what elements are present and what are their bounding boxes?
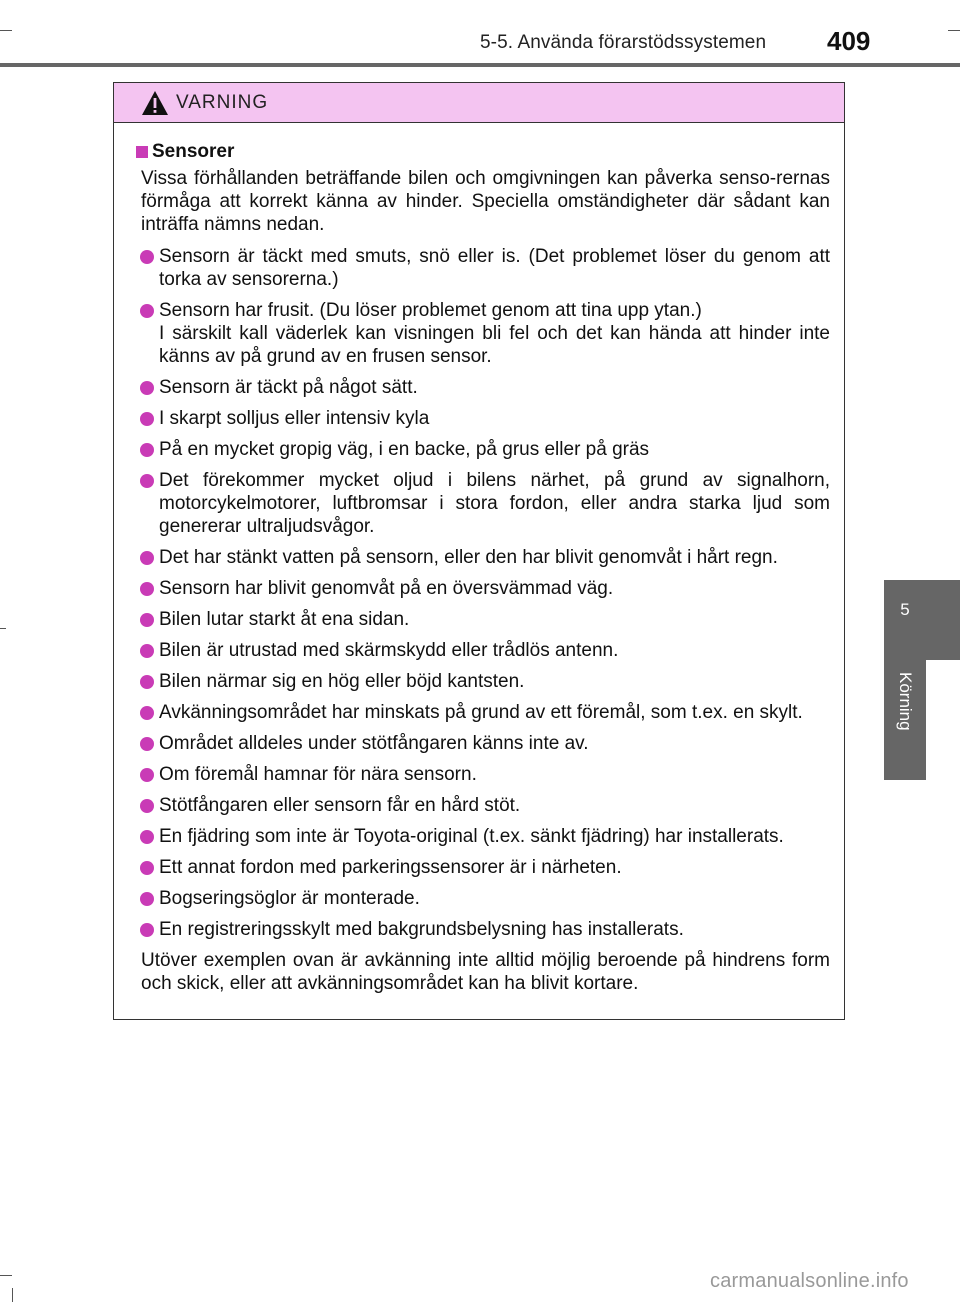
list-item-text: Bilen närmar sig en hög eller böjd kantsten.: [159, 671, 525, 692]
bullet-dot-icon: [140, 706, 154, 720]
list-item-text: Bilen är utrustad med skärmskydd eller trådlös antenn.: [159, 640, 619, 661]
list-item-text: En fjädring som inte är Toyota-original (t.ex. sänkt fjädring) har installerats.: [159, 826, 784, 847]
bullet-dot-icon: [140, 768, 154, 782]
list-item: [136, 245, 830, 291]
list-item-text: I särskilt kall väderlek kan visningen bli fel och det kan hända att hinder inte känns av på grund av en frusen sensor.: [159, 323, 830, 367]
warning-triangle-icon: [140, 89, 170, 117]
section-title: 5-5. Använda förarstödssystemen: [480, 32, 767, 53]
list-item: [136, 856, 830, 879]
warning-header: [114, 83, 844, 123]
list-item: [136, 701, 830, 724]
square-bullet-icon: [136, 146, 148, 158]
list-item-text: Området alldeles under stötfångaren känns inte av.: [159, 733, 589, 754]
crop-mark: [0, 628, 6, 629]
list-item: [136, 608, 830, 631]
chapter-number: 5: [900, 600, 910, 619]
crop-mark: [948, 30, 960, 31]
bullet-dot-icon: [140, 737, 154, 751]
list-item: [136, 887, 830, 910]
bullet-dot-icon: [140, 861, 154, 875]
list-item-text: Bilen lutar starkt åt ena sidan.: [159, 609, 410, 630]
crop-mark: [0, 30, 12, 31]
list-item-text: Ett annat fordon med parkeringssensorer är i närheten.: [159, 857, 622, 878]
list-item: [136, 438, 830, 461]
list-item: [136, 469, 830, 538]
crop-mark: [0, 1275, 12, 1276]
chapter-label: Körning: [896, 672, 915, 731]
list-item: [136, 639, 830, 662]
list-item: [136, 407, 830, 430]
list-item: [136, 794, 830, 817]
page-number: 409: [827, 26, 871, 56]
list-item-text: Sensorn har frusit. (Du löser problemet genom att tina upp ytan.): [159, 300, 702, 321]
closing-paragraph: Utöver exemplen ovan är avkänning inte alltid möjlig beroende på hindrens form och skick, eller att avkänningsområdet kan ha blivit kortare.: [141, 950, 830, 994]
bullet-dot-icon: [140, 250, 154, 264]
list-item-text: Om föremål hamnar för nära sensorn.: [159, 764, 477, 785]
warning-title: VARNING: [176, 91, 269, 113]
list-item: [136, 763, 830, 786]
list-item-text: Det förekommer mycket oljud i bilens närhet, på grund av signalhorn, motorcykelmotorer, luftbromsar i stora fordon, eller andra starka ljud som genererar ultraljudsvågor.: [159, 470, 830, 537]
list-item-text: En registreringsskylt med bakgrundsbelysning has installerats.: [159, 919, 684, 940]
list-item-text: I skarpt solljus eller intensiv kyla: [159, 408, 430, 429]
bullet-dot-icon: [140, 582, 154, 596]
bullet-dot-icon: [140, 644, 154, 658]
crop-mark: [12, 1288, 13, 1302]
intro-paragraph: Vissa förhållanden beträffande bilen och omgivningen kan påverka senso-rernas förmåga att korrekt känna av hinder. Speciella omständigheter där sådant kan inträffa nämns nedan.: [141, 168, 830, 235]
header-rule: [0, 63, 960, 67]
list-item: [136, 825, 830, 848]
list-item-text: Stötfångaren eller sensorn får en hård stöt.: [159, 795, 521, 816]
list-item: [136, 732, 830, 755]
bullet-dot-icon: [140, 551, 154, 565]
watermark: carmanualsonline.info: [710, 1270, 909, 1292]
list-item-text: Det har stänkt vatten på sensorn, eller den har blivit genomvåt i hårt regn.: [159, 547, 778, 568]
list-item-text: Sensorn är täckt med smuts, snö eller is. (Det problemet löser du genom att torka av sensorerna.): [159, 246, 830, 290]
list-item-text: Sensorn är täckt på något sätt.: [159, 377, 418, 398]
list-item-text: Bogseringsöglor är monterade.: [159, 888, 420, 909]
bullet-dot-icon: [140, 613, 154, 627]
bullet-dot-icon: [140, 799, 154, 813]
bullet-dot-icon: [140, 381, 154, 395]
bullet-dot-icon: [140, 304, 154, 318]
list-item: [136, 577, 830, 600]
list-item-text: Sensorn har blivit genomvåt på en översvämmad väg.: [159, 578, 614, 599]
bullet-list: [136, 245, 830, 941]
list-item: [136, 376, 830, 399]
list-item-text: Avkänningsområdet har minskats på grund av ett föremål, som t.ex. en skylt.: [159, 702, 803, 723]
section-heading-text: Sensorer: [152, 141, 235, 162]
section-heading: [136, 141, 830, 163]
bullet-dot-icon: [140, 830, 154, 844]
list-item: [136, 299, 830, 368]
list-item: [136, 918, 830, 941]
bullet-dot-icon: [140, 675, 154, 689]
list-item: [136, 546, 830, 569]
warning-box: [113, 82, 845, 1020]
bullet-dot-icon: [140, 474, 154, 488]
bullet-dot-icon: [140, 892, 154, 906]
bullet-dot-icon: [140, 443, 154, 457]
list-item: [136, 670, 830, 693]
bullet-dot-icon: [140, 923, 154, 937]
warning-body: [114, 123, 844, 995]
chapter-tab: [884, 580, 960, 660]
bullet-dot-icon: [140, 412, 154, 426]
list-item-text: På en mycket gropig väg, i en backe, på grus eller på gräs: [159, 439, 650, 460]
